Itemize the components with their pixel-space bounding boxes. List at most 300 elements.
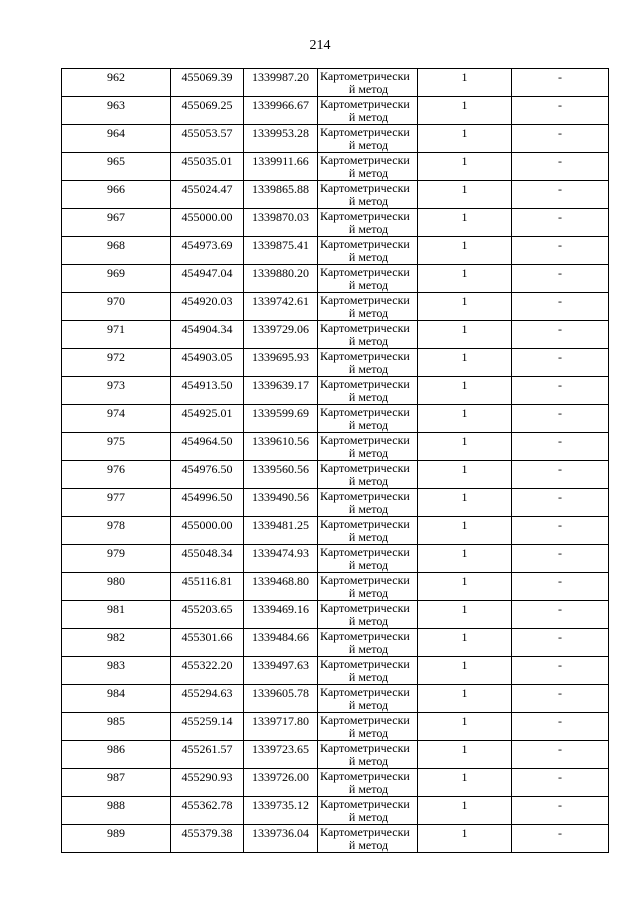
method-text-line2: й метод [348,194,389,208]
accuracy-text: 1 [461,70,468,84]
note-text: - [558,686,562,700]
x-coordinate-cell [171,685,244,713]
table-row [62,237,609,265]
point-number-cell [62,545,171,573]
note-cell [512,545,609,573]
y-coordinate-text: 1339481.25 [252,518,309,532]
x-coordinate-text: 455203.65 [181,602,233,616]
x-coordinate-text: 455290.93 [181,770,233,784]
x-coordinate-text: 455000.00 [181,518,233,532]
method-text-line2: й метод [348,418,389,432]
accuracy-cell [418,69,512,97]
accuracy-text: 1 [461,798,468,812]
x-coordinate-cell [171,573,244,601]
method-cell [318,237,418,265]
y-coordinate-text: 1339695.93 [252,350,309,364]
method-text-line2: й метод [348,502,389,516]
table-row [62,657,609,685]
method-cell [318,573,418,601]
table-row [62,797,609,825]
y-coordinate-text: 1339726.00 [252,770,309,784]
accuracy-text: 1 [461,182,468,196]
table-row [62,209,609,237]
method-cell [318,489,418,517]
point-number-cell [62,601,171,629]
point-number-text: 977 [107,490,125,504]
method-cell [318,405,418,433]
method-text-line2: й метод [348,110,389,124]
point-number-cell [62,153,171,181]
table-row [62,601,609,629]
note-cell [512,573,609,601]
table-row [62,265,609,293]
accuracy-cell [418,125,512,153]
method-text-line1: Картометрически [320,293,410,307]
table-row [62,685,609,713]
x-coordinate-cell [171,125,244,153]
x-coordinate-cell [171,489,244,517]
point-number-text: 963 [107,98,125,112]
x-coordinate-cell [171,265,244,293]
accuracy-cell [418,685,512,713]
y-coordinate-cell [244,741,318,769]
x-coordinate-text: 455362.78 [181,798,233,812]
accuracy-text: 1 [461,378,468,392]
x-coordinate-text: 455116.81 [181,574,233,588]
y-coordinate-text: 1339723.65 [252,742,309,756]
y-coordinate-text: 1339717.80 [252,714,309,728]
y-coordinate-cell [244,97,318,125]
method-text-line2: й метод [348,698,389,712]
y-coordinate-text: 1339605.78 [252,686,309,700]
accuracy-text: 1 [461,658,468,672]
point-number-text: 989 [107,826,125,840]
x-coordinate-cell [171,629,244,657]
accuracy-cell [418,601,512,629]
y-coordinate-text: 1339735.12 [252,798,309,812]
x-coordinate-cell [171,433,244,461]
accuracy-text: 1 [461,574,468,588]
method-text-line2: й метод [348,166,389,180]
point-number-text: 972 [107,350,125,364]
y-coordinate-text: 1339490.56 [252,490,309,504]
point-number-cell [62,657,171,685]
point-number-cell [62,825,171,853]
note-cell [512,377,609,405]
method-text-line1: Картометрически [320,153,410,167]
y-coordinate-cell [244,629,318,657]
method-cell [318,769,418,797]
y-coordinate-cell [244,489,318,517]
note-text: - [558,714,562,728]
note-cell [512,489,609,517]
y-coordinate-cell [244,461,318,489]
method-text-line2: й метод [348,558,389,572]
y-coordinate-text: 1339484.66 [252,630,309,644]
note-cell [512,405,609,433]
accuracy-cell [418,153,512,181]
table-row [62,69,609,97]
note-text: - [558,294,562,308]
point-number-text: 969 [107,266,125,280]
x-coordinate-cell [171,293,244,321]
y-coordinate-text: 1339560.56 [252,462,309,476]
accuracy-cell [418,825,512,853]
point-number-cell [62,349,171,377]
accuracy-text: 1 [461,98,468,112]
note-cell [512,769,609,797]
x-coordinate-text: 454976.50 [181,462,233,476]
accuracy-text: 1 [461,266,468,280]
accuracy-cell [418,377,512,405]
x-coordinate-text: 455024.47 [181,182,233,196]
method-cell [318,69,418,97]
method-cell [318,517,418,545]
method-text-line1: Картометрически [320,489,410,503]
accuracy-text: 1 [461,294,468,308]
y-coordinate-cell [244,181,318,209]
method-text-line2: й метод [348,586,389,600]
table-row [62,293,609,321]
x-coordinate-cell [171,237,244,265]
point-number-text: 978 [107,518,125,532]
method-text-line1: Картометрически [320,741,410,755]
x-coordinate-cell [171,825,244,853]
note-text: - [558,182,562,196]
y-coordinate-cell [244,293,318,321]
y-coordinate-cell [244,657,318,685]
method-text-line2: й метод [348,82,389,96]
accuracy-text: 1 [461,546,468,560]
y-coordinate-cell [244,713,318,741]
note-text: - [558,630,562,644]
y-coordinate-text: 1339987.20 [252,70,309,84]
x-coordinate-cell [171,461,244,489]
method-text-line2: й метод [348,810,389,824]
method-text-line2: й метод [348,754,389,768]
point-number-text: 973 [107,378,125,392]
method-text-line2: й метод [348,390,389,404]
point-number-text: 967 [107,210,125,224]
method-text-line1: Картометрически [320,237,410,251]
method-cell [318,685,418,713]
method-text-line1: Картометрически [320,825,410,839]
note-text: - [558,518,562,532]
accuracy-cell [418,265,512,293]
note-text: - [558,798,562,812]
table-row [62,321,609,349]
accuracy-text: 1 [461,406,468,420]
y-coordinate-text: 1339610.56 [252,434,309,448]
table-row [62,461,609,489]
accuracy-text: 1 [461,602,468,616]
y-coordinate-cell [244,265,318,293]
point-number-cell [62,321,171,349]
note-text: - [558,266,562,280]
accuracy-cell [418,433,512,461]
point-number-cell [62,125,171,153]
note-cell [512,69,609,97]
note-text: - [558,406,562,420]
method-cell [318,265,418,293]
table-row [62,433,609,461]
point-number-text: 962 [107,70,125,84]
method-text-line1: Картометрически [320,713,410,727]
point-number-cell [62,573,171,601]
method-text-line1: Картометрически [320,461,410,475]
point-number-cell [62,181,171,209]
note-cell [512,629,609,657]
method-cell [318,461,418,489]
note-text: - [558,490,562,504]
note-text: - [558,154,562,168]
x-coordinate-text: 455069.25 [181,98,233,112]
accuracy-cell [418,797,512,825]
point-number-cell [62,377,171,405]
table-row [62,713,609,741]
method-text-line1: Картометрически [320,349,410,363]
point-number-cell [62,209,171,237]
accuracy-cell [418,657,512,685]
note-cell [512,713,609,741]
note-text: - [558,210,562,224]
x-coordinate-cell [171,321,244,349]
method-cell [318,181,418,209]
x-coordinate-cell [171,209,244,237]
point-number-text: 971 [107,322,125,336]
point-number-text: 966 [107,182,125,196]
y-coordinate-cell [244,545,318,573]
point-number-cell [62,713,171,741]
method-text-line1: Картометрически [320,657,410,671]
y-coordinate-cell [244,69,318,97]
point-number-text: 986 [107,742,125,756]
y-coordinate-text: 1339468.80 [252,574,309,588]
method-text-line1: Картометрически [320,181,410,195]
method-text-line2: й метод [348,138,389,152]
y-coordinate-text: 1339966.67 [252,98,309,112]
y-coordinate-cell [244,377,318,405]
x-coordinate-text: 455259.14 [181,714,233,728]
y-coordinate-cell [244,769,318,797]
accuracy-text: 1 [461,322,468,336]
x-coordinate-cell [171,181,244,209]
note-text: - [558,322,562,336]
method-text-line2: й метод [348,222,389,236]
method-cell [318,433,418,461]
y-coordinate-cell [244,797,318,825]
x-coordinate-text: 454913.50 [181,378,233,392]
method-text-line1: Картометрически [320,573,410,587]
accuracy-cell [418,461,512,489]
x-coordinate-text: 455379.38 [181,826,233,840]
y-coordinate-text: 1339911.66 [252,154,309,168]
method-text-line2: й метод [348,446,389,460]
note-cell [512,797,609,825]
accuracy-text: 1 [461,126,468,140]
accuracy-text: 1 [461,686,468,700]
accuracy-text: 1 [461,714,468,728]
point-number-cell [62,433,171,461]
accuracy-cell [418,769,512,797]
accuracy-text: 1 [461,826,468,840]
table-row [62,545,609,573]
note-text: - [558,98,562,112]
y-coordinate-cell [244,517,318,545]
x-coordinate-cell [171,97,244,125]
note-text: - [558,574,562,588]
x-coordinate-text: 455069.39 [181,70,233,84]
coordinates-table [61,68,609,853]
table-row [62,489,609,517]
x-coordinate-text: 455035.01 [181,154,233,168]
y-coordinate-text: 1339870.03 [252,210,309,224]
x-coordinate-cell [171,377,244,405]
x-coordinate-text: 455048.34 [181,546,233,560]
point-number-text: 985 [107,714,125,728]
x-coordinate-cell [171,405,244,433]
note-text: - [558,126,562,140]
y-coordinate-text: 1339474.93 [252,546,309,560]
method-text-line1: Картометрически [320,797,410,811]
x-coordinate-cell [171,153,244,181]
y-coordinate-text: 1339729.06 [252,322,309,336]
method-cell [318,321,418,349]
point-number-text: 984 [107,686,125,700]
accuracy-text: 1 [461,742,468,756]
method-text-line2: й метод [348,614,389,628]
x-coordinate-text: 454903.05 [181,350,233,364]
note-cell [512,657,609,685]
accuracy-cell [418,489,512,517]
note-text: - [558,602,562,616]
method-cell [318,293,418,321]
x-coordinate-cell [171,741,244,769]
x-coordinate-text: 455053.57 [181,126,233,140]
method-text-line1: Картометрически [320,769,410,783]
note-cell [512,321,609,349]
note-cell [512,825,609,853]
point-number-text: 974 [107,406,125,420]
x-coordinate-cell [171,545,244,573]
note-cell [512,741,609,769]
method-cell [318,601,418,629]
note-cell [512,237,609,265]
point-number-text: 987 [107,770,125,784]
method-text-line1: Картометрически [320,405,410,419]
note-cell [512,433,609,461]
note-cell [512,265,609,293]
x-coordinate-text: 454920.03 [181,294,233,308]
page-number: 214 [309,38,331,53]
accuracy-text: 1 [461,154,468,168]
point-number-cell [62,741,171,769]
point-number-text: 965 [107,154,125,168]
method-cell [318,741,418,769]
method-cell [318,349,418,377]
accuracy-cell [418,517,512,545]
x-coordinate-cell [171,797,244,825]
note-text: - [558,742,562,756]
note-cell [512,349,609,377]
note-text: - [558,462,562,476]
note-text: - [558,658,562,672]
point-number-cell [62,517,171,545]
x-coordinate-text: 455261.57 [181,742,233,756]
accuracy-text: 1 [461,238,468,252]
accuracy-text: 1 [461,630,468,644]
table-row [62,517,609,545]
y-coordinate-text: 1339865.88 [252,182,309,196]
point-number-cell [62,237,171,265]
note-cell [512,685,609,713]
x-coordinate-text: 454947.04 [181,266,233,280]
accuracy-text: 1 [461,350,468,364]
method-text-line1: Картометрически [320,629,410,643]
table-row [62,125,609,153]
table-row [62,629,609,657]
method-cell [318,713,418,741]
y-coordinate-text: 1339880.20 [252,266,309,280]
accuracy-cell [418,97,512,125]
table-row [62,377,609,405]
accuracy-cell [418,181,512,209]
method-text-line1: Картометрически [320,685,410,699]
x-coordinate-cell [171,713,244,741]
method-cell [318,545,418,573]
table-row [62,349,609,377]
x-coordinate-text: 455322.20 [181,658,233,672]
method-text-line2: й метод [348,642,389,656]
y-coordinate-cell [244,433,318,461]
note-text: - [558,770,562,784]
note-cell [512,181,609,209]
note-cell [512,153,609,181]
table-row [62,97,609,125]
method-text-line2: й метод [348,362,389,376]
note-cell [512,601,609,629]
method-text-line2: й метод [348,726,389,740]
table-row [62,405,609,433]
point-number-cell [62,685,171,713]
x-coordinate-cell [171,601,244,629]
x-coordinate-cell [171,69,244,97]
table-row [62,181,609,209]
method-text-line1: Картометрически [320,377,410,391]
accuracy-cell [418,321,512,349]
y-coordinate-cell [244,349,318,377]
method-text-line1: Картометрически [320,265,410,279]
method-text-line1: Картометрически [320,69,410,83]
point-number-cell [62,265,171,293]
x-coordinate-text: 454925.01 [181,406,233,420]
point-number-cell [62,797,171,825]
y-coordinate-text: 1339742.61 [252,294,309,308]
method-text-line2: й метод [348,334,389,348]
y-coordinate-cell [244,573,318,601]
x-coordinate-text: 455294.63 [181,686,233,700]
method-text-line2: й метод [348,474,389,488]
point-number-text: 981 [107,602,125,616]
method-text-line2: й метод [348,306,389,320]
y-coordinate-cell [244,321,318,349]
method-cell [318,797,418,825]
method-text-line1: Картометрически [320,209,410,223]
y-coordinate-text: 1339639.17 [252,378,309,392]
method-text-line2: й метод [348,250,389,264]
y-coordinate-text: 1339953.28 [252,126,309,140]
method-text-line1: Картометрически [320,97,410,111]
